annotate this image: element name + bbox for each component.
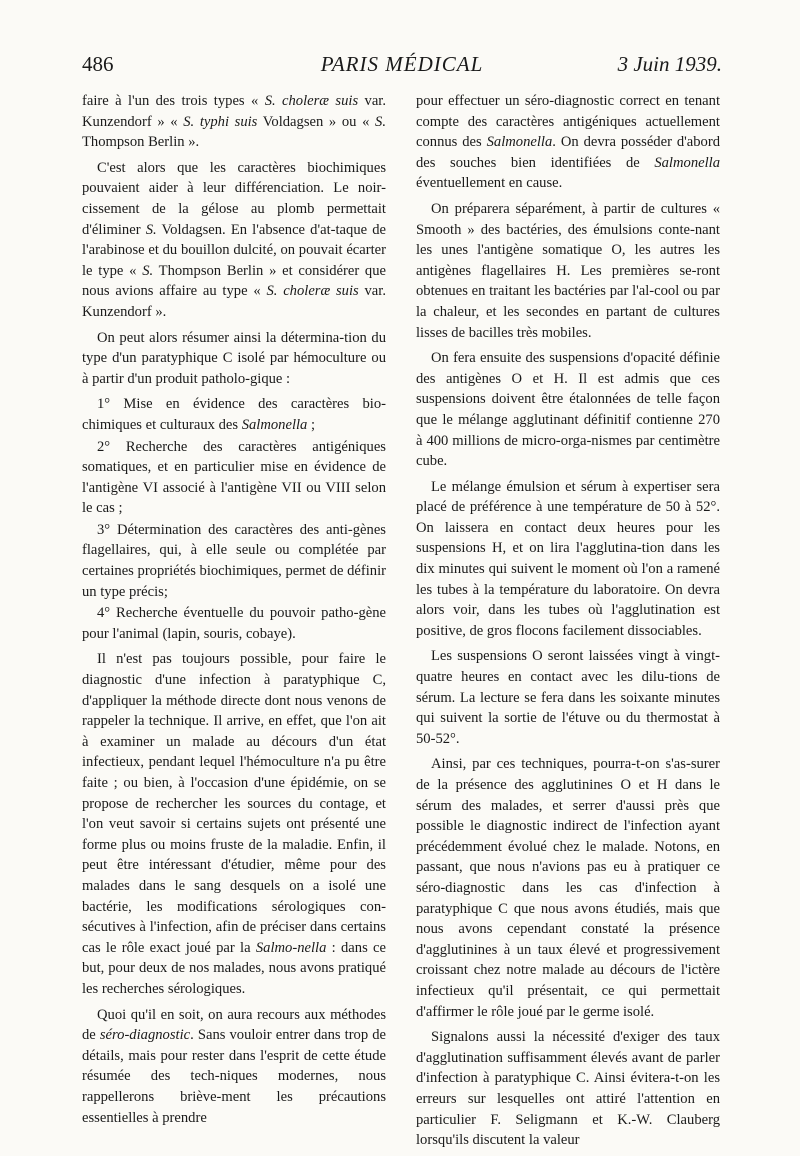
list-item: 3° Détermination des caractères des anti-gènes flagellaires, qui, à elle seule ou complétée par certaines propriétés biochimiques, permet de définir un type précis; — [82, 521, 386, 600]
paragraph: faire à l'un des trois types « S. choleræ suis var. Kunzendorf » « S. typhi suis Voldagsen » ou « S. Thompson Berlin ». — [82, 93, 387, 151]
page-header — [82, 52, 722, 82]
paragraph: Les suspensions O seront laissées vingt à vingt-quatre heures en contact avec les dilu-tions de sérum. La lecture se fera dans les soixante minutes qui suivent la sortie de l'étuve ou du thermostat à 50-52°. — [416, 648, 720, 747]
paragraph: Quoi qu'il en soit, on aura recours aux méthodes de séro-diagnostic. Sans vouloir entrer dans trop de détails, mais pour rester dans l'esprit de cette étude résumée des tech-niques modernes, nous rappellerons briève-ment les précautions essentielles à prendre — [82, 1006, 386, 1126]
paragraph: pour effectuer un séro-diagnostic correct en tenant compte des caractères antigéniques actuellement connus des Salmonella. On devra posséder d'abord des souches bien identifiées de Salmonella éventuellement en cause. — [416, 93, 720, 192]
journal-title: PARIS MÉDICAL — [320, 52, 484, 76]
paragraph: C'est alors que les caractères biochimiques pouvaient aider à leur différenciation. Le noir-cissement de la gélose au plomb permettait d'éliminer S. Voldagsen. En l'absence d'at-taque de l'arabinose et du bouillon dulcité, on pouvait écarter le type « S. Thompson Berlin » et considérer que nous avions affaire au type « S. choleræ suis var. Kunzendorf ». — [82, 159, 386, 320]
paragraph: Ainsi, par ces techniques, pourra-t-on s'as-surer de la présence des agglutinines O et H dans le sérum des malades, et serrer d'aussi près que possible le diagnostic indirect de l'infection ayant précédemment évolué chez le malade. Notons, en passant, que nous n'avions pas eu à pratiquer ce séro-diagnostic dans les cas d'infection à paratyphique C que nous avons étudiés, mais que nous avons cependant constaté la présence d'agglutinines à un taux élevé et progressivement croissant chez notre malade au décours de l'ictère infectieux qu'il présentait, ce qui permettait d'affirmer le rôle joué par le germe isolé. — [416, 756, 720, 1020]
issue-date: 3 Juin 1939. — [617, 52, 722, 76]
right-column — [416, 91, 720, 1156]
paragraph: Il n'est pas toujours possible, pour faire le diagnostic d'une infection à paratyphique C, d'appliquer la méthode directe dont nous venons de rappeler la technique. Il arrive, en effet, que l'on ait à examiner un malade au décours d'un état infectieux, pendant lequel l'hémoculture n'a pu être faite ; ou bien, à l'occasion d'une épidémie, on se propose de rechercher les sources du contage, et l'on veut savoir si certains sujets ont présenté une forme plus ou moins fruste de la maladie. Enfin, il peut être intéressant d'étudier, même pour des malades dans le sang desquels on a isolé une bactérie, les modifications sérologiques con-sécutives à l'infection, afin de préciser dans certains cas le rôle exact joué par la Salmo-nella : dans ce but, pour deux de nos malades, nous avons pratiqué les recherches sérologiques. — [82, 651, 386, 997]
paragraph: Le mélange émulsion et sérum à expertiser sera placé de préférence à une température de 50 à 52°. On laissera en contact deux heures pour les suspensions H, et on lira l'agglutina-tion dans les dix minutes qui suivent le moment où l'on a ramené les tubes à la température du laboratoire. On devra alors voir, dans les tubes où l'agglutination est positive, de gros flocons facilement dissociables. — [416, 478, 720, 639]
list-item: 4° Recherche éventuelle du pouvoir patho-gène pour l'animal (lapin, souris, cobaye). — [82, 605, 386, 642]
page-number: 486 — [82, 52, 114, 76]
list-item: 2° Recherche des caractères antigéniques somatiques, et en particulier mise en évidence de l'antigène VI associé à l'antigène VII ou VIII selon le cas ; — [82, 438, 386, 517]
left-column — [82, 91, 386, 1133]
paragraph: Signalons aussi la nécessité d'exiger des taux d'agglutination suffisamment élevés avant de parler d'infection à paratyphique C. Ainsi évitera-t-on les erreurs sur lesquelles ont attiré l'attention en particulier F. Seligmann et K.-W. Clauberg lorsqu'ils discutent la valeur — [416, 1029, 720, 1149]
list-item: 1° Mise en évidence des caractères bio-chimiques et culturaux des Salmonella ; — [82, 396, 386, 433]
paragraph: On préparera séparément, à partir de cultures « Smooth » des bactéries, des émulsions conte-nant les unes l'antigène somatique O, les autres les antigènes flagellaires H. Les premières se-ront obtenues en traitant les bactéries par l'al-cool ou par la chaleur, et les secondes en partant de cultures lisses de bacilles très mobiles. — [416, 200, 720, 341]
paragraph: On fera ensuite des suspensions d'opacité définie des antigènes O et H. Il est admis que ces suspensions doivent être étalonnées de telle façon que le mélange agglutinant définitif contienne 270 à 400 millions de micro-orga-nismes par centimètre cube. — [416, 350, 720, 470]
paragraph: On peut alors résumer ainsi la détermina-tion du type d'un paratyphique C isolé par hémoculture ou à partir d'un produit patholo-gique : — [82, 329, 386, 387]
